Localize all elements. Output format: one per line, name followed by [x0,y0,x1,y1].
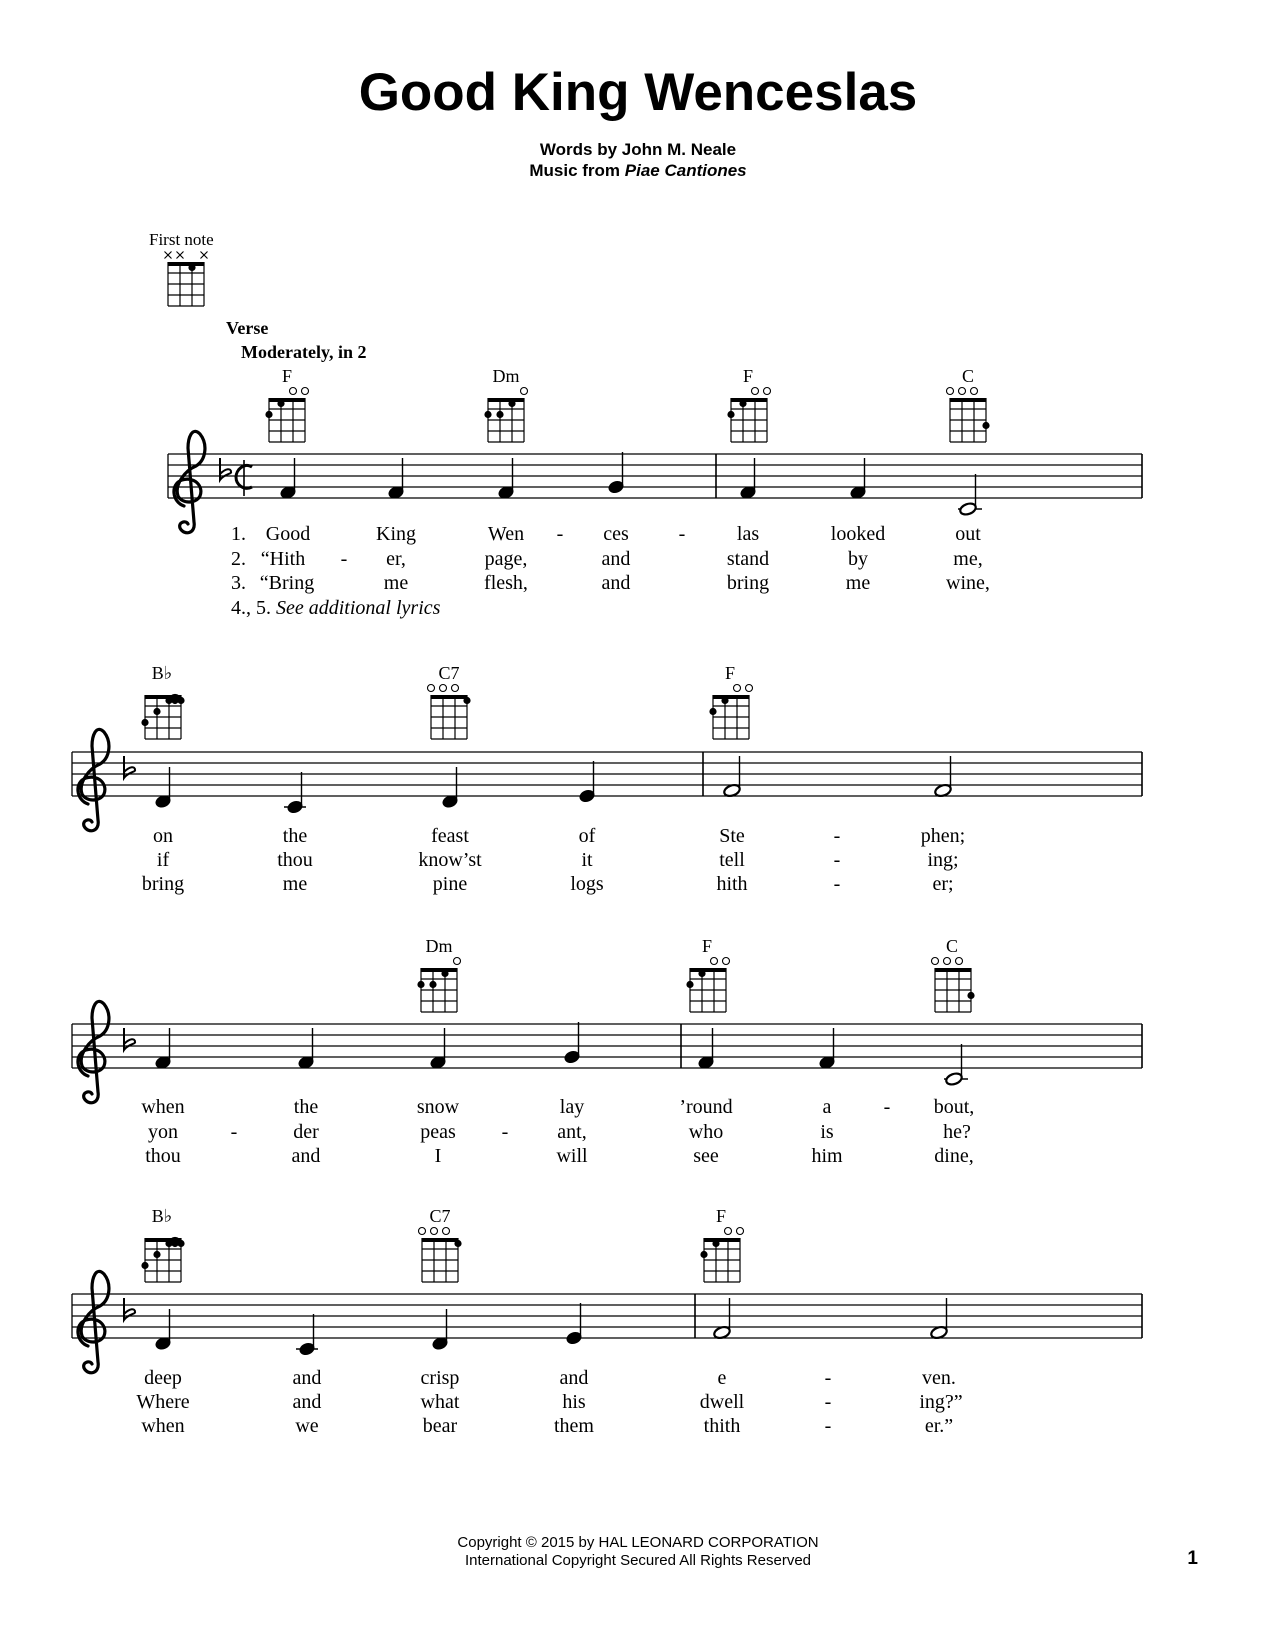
lyric-syllable: looked [830,523,886,545]
chord-name: B♭ [151,663,173,683]
chord-name: F [742,366,753,386]
lyric-syllable: will [556,1145,588,1167]
lyric-syllable: ing?” [919,1391,963,1413]
lyric-syllable: it [581,849,593,871]
lyric-syllable: - [824,1391,832,1413]
lyric-syllable: tell [719,849,745,871]
chord-diagram [141,695,184,740]
lyric-syllable: by [848,548,868,570]
lyric-syllable: - [340,548,348,570]
lyric-syllable: when [141,1415,185,1437]
lyric-syllable: - [833,849,841,871]
lyric-syllable: bout, [933,1096,975,1118]
lyric-syllable: - [824,1367,832,1389]
lyric-syllable: e [717,1367,727,1389]
lyric-syllable: thou [145,1145,181,1167]
section-label: Verse [226,318,269,338]
song-title: Good King Wenceslas [358,63,918,122]
tempo-marking: Moderately, in 2 [241,342,367,362]
lyric-syllable: feast [431,825,469,847]
chord-diagram [417,958,460,1013]
lyricist-credit: Words by John M. Neale [539,140,737,159]
lyric-syllable: ’round [679,1096,733,1118]
lyric-syllable: King [376,523,416,545]
lyric-syllable: a [822,1096,832,1118]
chord-diagram [727,388,770,443]
lyric-syllable: - [556,523,564,545]
chord-name: C [945,936,958,956]
lyric-syllable: - [501,1121,509,1143]
lyric-syllable: his [562,1391,586,1413]
chord-diagram [419,1228,462,1283]
composer-source: Piae Cantiones [624,161,747,180]
lyric-syllable: Good [265,523,311,545]
lyric-syllable: me, [953,548,983,570]
lyric-syllable: bring [141,873,185,895]
lyric-syllable: pine [432,873,468,895]
lyric-syllable: - [230,1121,238,1143]
chord-name: B♭ [151,1206,173,1226]
lyric-syllable: me [383,572,409,594]
lyric-syllable: logs [570,873,604,895]
additional-lyrics-text: See additional lyrics [276,597,441,619]
lyric-syllable: and [292,1391,322,1413]
chord-diagram [686,958,729,1013]
lyric-syllable: 2. [231,548,246,570]
chord-diagram [141,1238,184,1283]
lyric-syllable: page, [484,548,528,570]
lyric-syllable: - [824,1415,832,1437]
lyric-syllable: stand [726,548,770,570]
lyric-syllable: deep [144,1367,182,1389]
lyric-syllable: er.” [924,1415,954,1437]
lyric-syllable: thith [703,1415,741,1437]
lyric-syllable: - [883,1096,891,1118]
lyric-syllable: and [559,1367,589,1389]
lyric-syllable: bring [726,572,770,594]
lyric-syllable: see [693,1145,719,1167]
lyric-syllable: 1. [231,523,246,545]
lyric-syllable: lay [559,1096,585,1118]
lyric-syllable: and [291,1145,321,1167]
lyric-syllable: 3. [231,572,246,594]
lyric-syllable: dine, [934,1145,974,1167]
lyric-syllable: out [955,523,981,545]
lyric-syllable: - [678,523,686,545]
lyric-syllable: las [736,523,760,545]
chord-diagram [700,1228,743,1283]
chord-name: Dm [425,936,453,956]
lyric-syllable: the [282,825,308,847]
verse-numbers: 4., 5. [231,597,271,619]
copyright-line: Copyright © 2015 by HAL LEONARD CORPORATION [457,1534,819,1551]
lyric-syllable: what [420,1391,460,1413]
chord-diagram [484,388,527,443]
lyric-syllable: who [688,1121,724,1143]
first-note-diagram [165,252,208,307]
chord-name: F [715,1206,726,1226]
lyric-syllable: dwell [699,1391,745,1413]
chord-diagram [932,958,975,1013]
lyric-syllable: is [820,1121,834,1143]
lyric-syllable: er, [386,548,406,570]
lyric-syllable: der [293,1121,319,1143]
lyric-syllable: and [601,548,631,570]
first-note-label: First note [149,230,214,249]
lyric-syllable: ant, [557,1121,587,1143]
chord-name: F [281,366,292,386]
lyric-syllable: and [601,572,631,594]
lyric-syllable: phen; [920,825,966,847]
chord-name: F [724,663,735,683]
chord-name: F [701,936,712,956]
lyric-syllable: - [833,825,841,847]
chord-diagram [428,685,471,740]
lyric-syllable: them [554,1415,594,1437]
lyric-syllable: we [295,1415,319,1437]
lyric-syllable: I [434,1145,442,1167]
lyric-syllable: crisp [420,1367,460,1389]
lyric-syllable: when [141,1096,185,1118]
lyric-syllable: “Bring [259,572,315,594]
page-number: 1 [1187,1548,1198,1569]
lyric-syllable: Where [136,1391,190,1413]
lyric-syllable: Ste [719,825,745,847]
lyric-syllable: ven. [922,1367,956,1389]
lyric-syllable: of [578,825,596,847]
lyric-syllable: me [845,572,871,594]
lyric-syllable: thou [277,849,313,871]
rights-line: International Copyright Secured All Rights Reserved [464,1552,812,1569]
composer-prefix: Music from [529,161,625,180]
chord-diagram [947,388,990,443]
lyric-syllable: hith [716,873,748,895]
lyric-syllable: the [293,1096,319,1118]
lyric-syllable: and [292,1367,322,1389]
lyric-syllable: Wen [487,523,525,545]
lyric-syllable: if [156,849,170,871]
chord-name: C7 [429,1206,451,1226]
lyric-syllable: ing; [927,849,959,871]
lyric-syllable: him [811,1145,843,1167]
chord-name: C7 [438,663,460,683]
lyric-syllable: know’st [418,849,482,871]
lyric-syllable: bear [422,1415,458,1437]
chord-diagram [709,685,752,740]
lyric-syllable: ces [603,523,629,545]
lyric-syllable: peas [420,1121,456,1143]
lyric-syllable: he? [943,1121,971,1143]
lyric-syllable: - [833,873,841,895]
lyric-syllable: wine, [946,572,990,594]
lyric-syllable: flesh, [484,572,528,594]
lyric-syllable: snow [416,1096,460,1118]
lyric-syllable: “Hith [260,548,306,570]
lyric-syllable: on [153,825,173,847]
chord-name: C [961,366,974,386]
chord-name: Dm [492,366,520,386]
lyric-syllable: me [282,873,308,895]
chord-diagram [265,388,308,443]
lyric-syllable: er; [932,873,954,895]
lyric-syllable: yon [148,1121,178,1143]
